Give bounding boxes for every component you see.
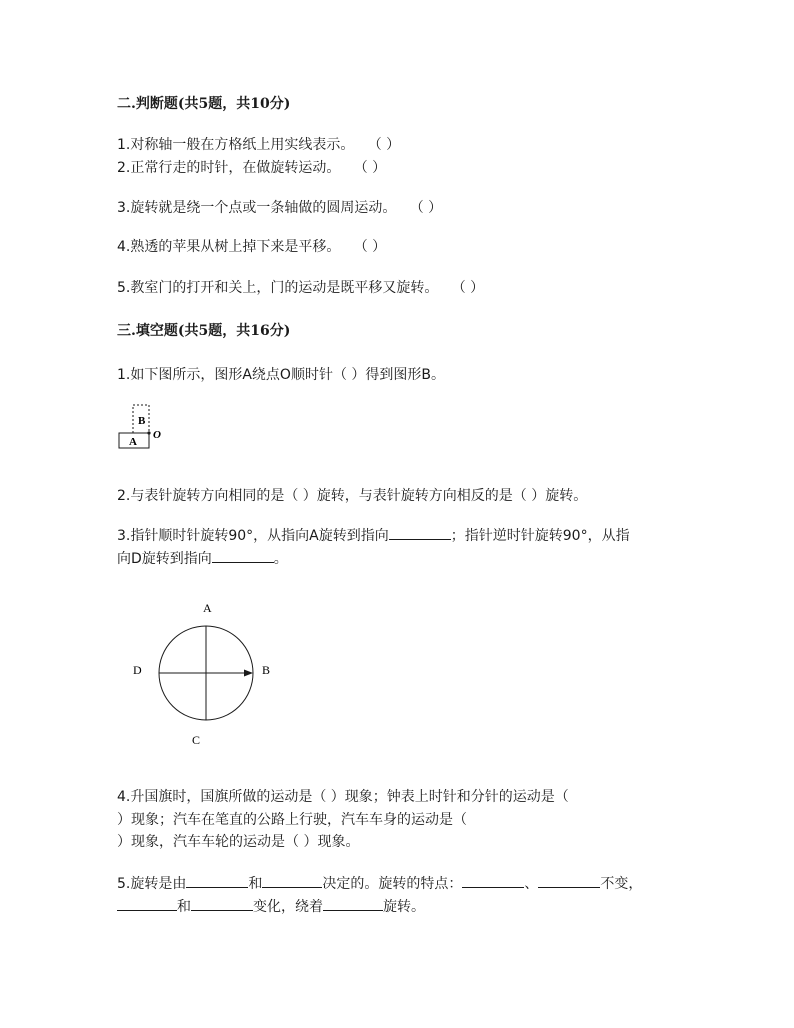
q3-text-2: ；指针逆时针旋转90°，从指: [450, 528, 630, 544]
q3-text-3: 向D旋转到指向: [117, 551, 212, 567]
rotation-figure-circle: [125, 596, 280, 751]
q3-blank-2[interactable]: [212, 548, 274, 563]
label-b: B: [262, 663, 271, 677]
q5-blank-3[interactable]: [462, 873, 524, 888]
label-b: B: [138, 415, 146, 427]
judge-question-4: 4.熟透的苹果从树上掉下来是平移。 （ ）: [117, 239, 387, 255]
q5-text-1: 5.旋转是由: [117, 876, 187, 892]
q5-blank-5[interactable]: [117, 896, 177, 911]
section-2-heading: 二.判断题(共5题，共10分): [117, 96, 291, 112]
label-o: O: [153, 429, 161, 441]
fill-question-5-line-1: [117, 873, 642, 894]
fill-question-4-line-3: ）现象，汽车车轮的运动是（ ）现象。: [117, 834, 360, 850]
fill-question-4-line-1: 4.升国旗时，国旗所做的运动是（ ）现象；钟表上时针和分针的运动是（: [117, 789, 569, 805]
fill-question-4-line-2: ）现象；汽车在笔直的公路上行驶，汽车车身的运动是（: [117, 812, 467, 828]
q3-text-4: 。: [273, 551, 288, 567]
q3-blank-1[interactable]: [389, 525, 451, 540]
judge-question-1: 1.对称轴一般在方格纸上用实线表示。 （ ）: [117, 137, 401, 153]
q5-blank-2[interactable]: [262, 873, 322, 888]
q5-blank-6[interactable]: [191, 896, 253, 911]
section-3-heading: 三.填空题(共5题，共16分): [117, 323, 291, 339]
fill-question-5-line-2: [117, 896, 425, 917]
judge-question-5: 5.教室门的打开和关上，门的运动是既平移又旋转。 （ ）: [117, 280, 485, 296]
q3-text-1: 3.指针顺时针旋转90°，从指向A旋转到指向: [117, 528, 389, 544]
q5-text-8: 旋转。: [383, 899, 425, 915]
pointer-arrowhead: [244, 670, 253, 677]
judge-question-3: 3.旋转就是绕一个点或一条轴做的圆周运动。 （ ）: [117, 200, 443, 216]
point-o: [147, 431, 150, 434]
q5-blank-4[interactable]: [538, 873, 600, 888]
q5-text-4: 、: [524, 876, 539, 892]
q5-text-7: 变化，绕着: [253, 899, 323, 915]
fill-question-1: 1.如下图所示，图形A绕点O顺时针（ ）得到图形B。: [117, 367, 446, 383]
q5-text-6: 和: [177, 899, 191, 915]
q5-text-5: 不变，: [600, 876, 643, 892]
fill-question-3-line-2: [117, 548, 288, 569]
rotation-figure-rectangles: [114, 398, 174, 454]
fill-question-2: 2.与表针旋转方向相同的是（ ）旋转，与表针旋转方向相反的是（ ）旋转。: [117, 488, 588, 504]
fill-question-3-line-1: [117, 525, 630, 546]
label-a: A: [203, 601, 212, 615]
label-a: A: [129, 436, 137, 448]
judge-question-2: 2.正常行走的时针，在做旋转运动。 （ ）: [117, 160, 387, 176]
q5-blank-1[interactable]: [186, 873, 248, 888]
q5-text-2: 和: [248, 876, 263, 892]
q5-blank-7[interactable]: [323, 896, 383, 911]
label-d: D: [133, 663, 142, 677]
label-c: C: [192, 733, 201, 747]
q5-text-3: 决定的。旋转的特点：: [322, 876, 463, 892]
